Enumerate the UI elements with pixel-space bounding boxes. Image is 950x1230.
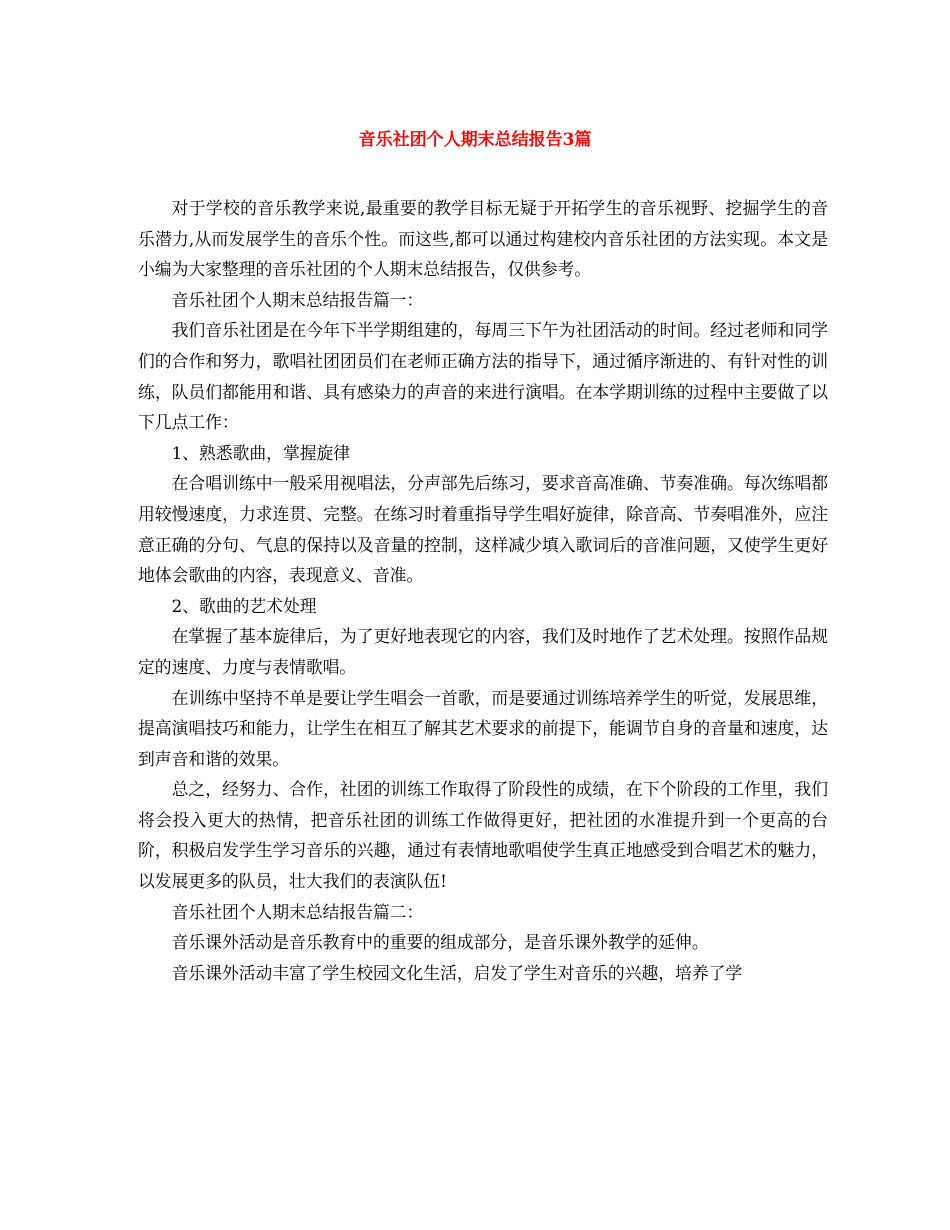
list-heading-1: 1、熟悉歌曲，掌握旋律 [171, 442, 351, 463]
paragraph: 音乐课外活动是音乐教育中的重要的组成部分，是音乐课外教学的延伸。 [171, 932, 709, 953]
paragraph: 总之，经努力、合作，社团的训练工作取得了阶段性的成绩，在下个阶段的工作里，我们将会投入更大的热情，把音乐社团的训练工作做得更好，把社团的水准提升到一个更高的台阶，积极启发学生学习音乐的兴趣，通过有表情地歌唱使学生真正地感受到合唱艺术的魅力，以发展更多的队员，壮大我们的表演队伍! [138, 779, 828, 892]
paragraph: 我们音乐社团是在今年下半学期组建的，每周三下午为社团活动的时间。经过老师和同学们的合作和努力，歌唱社团团员们在老师正确方法的指导下，通过循序渐进的、有针对性的训练，队员们都能用和谐、具有感染力的声音的来进行演唱。在本学期训练的过程中主要做了以下几点工作： [138, 320, 828, 433]
list-heading-2: 2、歌曲的艺术处理 [171, 595, 317, 616]
paragraph: 音乐课外活动丰富了学生校园文化生活，启发了学生对音乐的兴趣，培养了学 [171, 962, 743, 983]
section-heading-1: 音乐社团个人期末总结报告篇一： [171, 289, 424, 310]
paragraph: 在掌握了基本旋律后，为了更好地表现它的内容，我们及时地作了艺术处理。按照作品规定的速度、力度与表情歌唱。 [138, 626, 828, 677]
paragraph-intro: 对于学校的音乐教学来说,最重要的教学目标无疑于开拓学生的音乐视野、挖掘学生的音乐潜力,从而发展学生的音乐个性。而这些,都可以通过构建校内音乐社团的方法实现。本文是小编为大家整理的音乐社团的个人期末总结报告，仅供参考。 [138, 198, 828, 280]
document-body [138, 193, 828, 988]
document-title: 音乐社团个人期末总结报告3篇 [358, 130, 592, 150]
section-heading-2: 音乐社团个人期末总结报告篇二： [171, 901, 424, 922]
paragraph: 在合唱训练中一般采用视唱法，分声部先后练习，要求音高准确、节奏准确。每次练唱都用较慢速度，力求连贯、完整。在练习时着重指导学生唱好旋律，除音高、节奏唱准外，应注意正确的分句、气息的保持以及音量的控制，这样减少填入歌词后的音准问题，又使学生更好地体会歌曲的内容，表现意义、音准。 [138, 473, 828, 586]
paragraph: 在训练中坚持不单是要让学生唱会一首歌，而是要通过训练培养学生的听觉，发展思维，提高演唱技巧和能力，让学生在相互了解其艺术要求的前提下，能调节自身的音量和速度，达到声音和谐的效果。 [138, 687, 828, 769]
